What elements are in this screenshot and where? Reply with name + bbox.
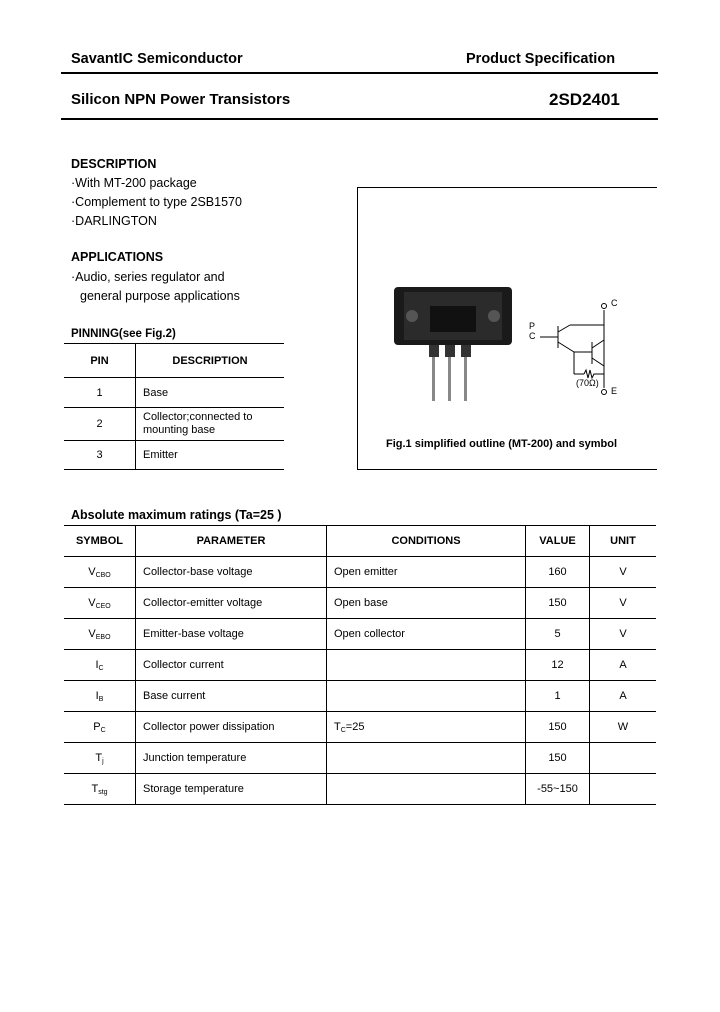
symbol-letter: T <box>91 782 99 795</box>
table-row <box>64 619 656 650</box>
conditions-cell: Open collector <box>327 619 526 650</box>
unit-cell: W <box>590 712 657 743</box>
condition-rest: =25 <box>345 720 365 733</box>
table-row <box>64 408 284 441</box>
table-row <box>64 774 656 805</box>
description-title: DESCRIPTION <box>71 157 157 171</box>
header-rule-bottom <box>61 118 658 120</box>
header-rule-top <box>61 72 658 74</box>
symbol-label-p: P <box>529 321 536 331</box>
table-row <box>64 681 656 712</box>
value-cell: -55~150 <box>526 774 590 805</box>
conditions-cell <box>327 650 526 681</box>
value-cell: 150 <box>526 712 590 743</box>
table-row <box>64 650 656 681</box>
unit-col-header: UNIT <box>590 526 657 557</box>
value-col-header: VALUE <box>526 526 590 557</box>
symbol-cell <box>64 774 136 805</box>
unit-cell: A <box>590 681 657 712</box>
unit-cell <box>590 743 657 774</box>
parameter-cell: Collector-base voltage <box>136 557 327 588</box>
symbol-subscript: CEO <box>95 602 111 610</box>
doc-type: Product Specification <box>466 51 616 67</box>
part-number: 2SD2401 <box>549 90 620 109</box>
package-outline-illustration <box>358 188 657 469</box>
value-cell: 160 <box>526 557 590 588</box>
symbol-letter: V <box>88 565 96 578</box>
figure-caption: Fig.1 simplified outline (MT-200) and symbol <box>386 438 618 450</box>
application-line: general purpose applications <box>80 289 240 303</box>
parameter-cell: Collector power dissipation <box>136 712 327 743</box>
pin-description-line: Emitter <box>143 449 178 461</box>
table-row <box>64 441 284 470</box>
table-row <box>64 588 656 619</box>
pin-description <box>136 378 285 408</box>
symbol-letter: V <box>88 596 96 609</box>
symbol-subscript: C <box>98 664 104 672</box>
symbol-subscript: C <box>100 726 106 734</box>
parameter-cell: Collector-emitter voltage <box>136 588 327 619</box>
application-line: ·Audio, series regulator and <box>71 270 225 284</box>
value-cell: 150 <box>526 743 590 774</box>
symbol-subscript: B <box>98 695 104 703</box>
symbol-letter: I <box>95 658 99 671</box>
pin-description-line: Collector;connected to <box>143 411 253 423</box>
description-item: ·With MT-200 package <box>71 176 197 190</box>
pin-description-line: mounting base <box>143 424 216 436</box>
symbol-cell <box>64 712 136 743</box>
symbol-cell <box>64 681 136 712</box>
pin-description <box>136 441 285 470</box>
description-list <box>71 174 242 231</box>
table-row <box>64 743 656 774</box>
parameter-cell: Emitter-base voltage <box>136 619 327 650</box>
description-item: ·DARLINGTON <box>71 214 157 228</box>
symbol-label-c: C <box>529 331 536 341</box>
symbol-subscript: EBO <box>95 633 111 641</box>
conditions-cell <box>327 681 526 712</box>
parameter-cell: Junction temperature <box>136 743 327 774</box>
table-row <box>64 378 284 408</box>
conditions-cell: Open base <box>327 588 526 619</box>
parameter-cell: Collector current <box>136 650 327 681</box>
condition-letter: T <box>334 720 341 733</box>
condition-subscript: C <box>340 726 346 734</box>
pinning-title: PINNING(see Fig.2) <box>71 328 176 340</box>
unit-cell: V <box>590 588 657 619</box>
product-line: Silicon NPN Power Transistors <box>71 91 291 108</box>
pin-col-header: PIN <box>64 344 136 378</box>
symbol-subscript: CBO <box>95 571 111 579</box>
company-name: SavantIC Semiconductor <box>71 51 243 67</box>
symbol-cell <box>64 557 136 588</box>
conditions-cell: Open emitter <box>327 557 526 588</box>
value-cell: 1 <box>526 681 590 712</box>
pin-description-line: Base <box>143 386 169 399</box>
value-cell: 12 <box>526 650 590 681</box>
pinning-table <box>64 343 284 470</box>
pin-number: 3 <box>64 441 136 470</box>
pin-number: 2 <box>64 408 136 441</box>
symbol-cell <box>64 619 136 650</box>
symbol-cell <box>64 588 136 619</box>
figure-box <box>357 187 657 470</box>
ratings-table <box>64 525 656 805</box>
conditions-cell <box>327 774 526 805</box>
symbol-label-resistor: (70Ω) <box>576 378 599 388</box>
unit-cell: A <box>590 650 657 681</box>
parameter-cell: Base current <box>136 681 327 712</box>
symbol-subscript: j <box>102 757 104 765</box>
symbol-cell <box>64 743 136 774</box>
pin-description <box>136 408 285 441</box>
symbol-cell <box>64 650 136 681</box>
symbol-letter: I <box>95 689 99 702</box>
table-row <box>64 557 656 588</box>
value-cell: 150 <box>526 588 590 619</box>
symbol-letter: P <box>93 720 101 733</box>
symbol-label-collector: C <box>611 298 618 308</box>
description-item: ·Complement to type 2SB1570 <box>71 195 242 209</box>
symbol-label-emitter: E <box>611 386 618 396</box>
conditions-col-header: CONDITIONS <box>327 526 526 557</box>
symbol-col-header: SYMBOL <box>64 526 136 557</box>
symbol-letter: T <box>95 751 103 764</box>
applications-list <box>71 268 240 306</box>
table-row <box>64 712 656 743</box>
unit-cell: V <box>590 619 657 650</box>
parameter-col-header: PARAMETER <box>136 526 327 557</box>
unit-cell <box>590 774 657 805</box>
value-cell: 5 <box>526 619 590 650</box>
ratings-title: Absolute maximum ratings (Ta=25 ) <box>71 508 282 522</box>
conditions-cell <box>327 743 526 774</box>
pin-number: 1 <box>64 378 136 408</box>
ratings-header-row <box>64 526 656 557</box>
symbol-letter: V <box>88 627 96 640</box>
pinning-header-row <box>64 344 284 378</box>
parameter-cell: Storage temperature <box>136 774 327 805</box>
symbol-subscript: stg <box>98 788 108 796</box>
description-col-header: DESCRIPTION <box>136 344 285 378</box>
conditions-cell <box>327 712 526 743</box>
applications-title: APPLICATIONS <box>71 250 164 264</box>
unit-cell: V <box>590 557 657 588</box>
